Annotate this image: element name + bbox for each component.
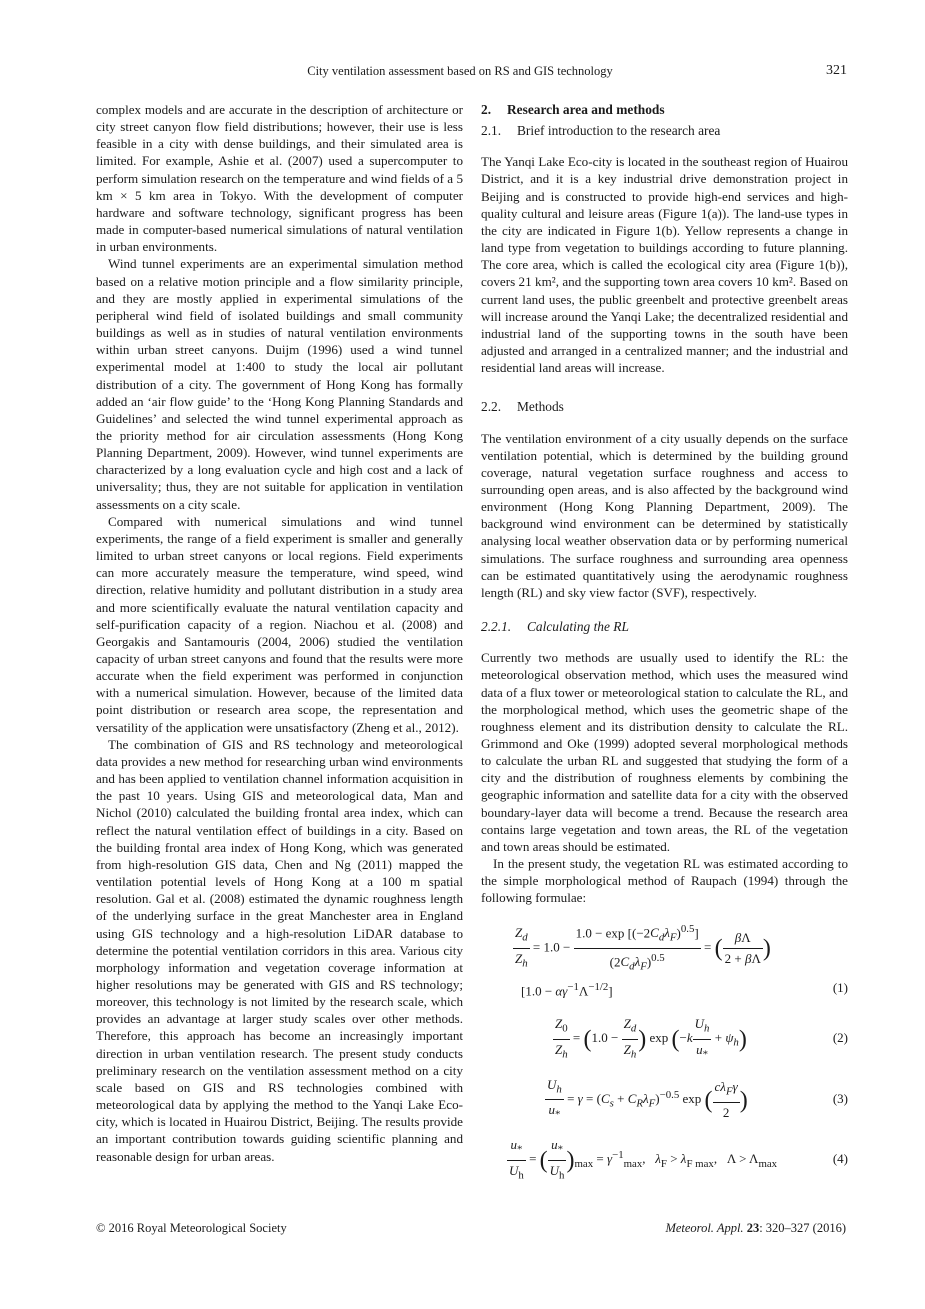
- section-2-2-heading: 2.2. Methods: [481, 399, 564, 415]
- section-2-2-1-heading: 2.2.1. Calculating the RL: [481, 619, 629, 635]
- left-column: [96, 101, 463, 1165]
- page-number: 321: [826, 63, 847, 78]
- equation-1-number: (1): [832, 979, 848, 995]
- left-paragraph-3: Compared with numerical simulations and wind tunnel experiments, the range of a field experiment is smaller and generally limited to urban street canyons or local regions. Field experiments can more accurately measure the temperature, wind speed, wind direction, relative humidity and pollutant distribution in a study area and more scientifically evaluate the natural ventilation capacity and self-purification capacity of a region. Niachou et al. (2008) and Georgakis and Santamouris (2004, 2006) studied the ventilation capacity of urban street canyons and found that the results were more accurate when the field experiment was performed in conjunction with a numerical simulation. However, because of the limited data point distribution or research area scope, the representation and versatility of the application were unsatisfactory (Zheng et al., 2012).: [96, 513, 463, 735]
- equation-4: $\frac{u_*}{U_h}$ = ( $\frac{u_*}{U_h}$ )$_{max} = \gamma^{-1}_{max}$, $\lambda_F > \lambda_{F max}$, $\Lambda > \Lambda_{max}$ (4): [509, 1137, 848, 1182]
- equation-3: $\frac{U_h}{u_*}$ = $\gamma = (C_s + C_R\lambda_F)^{-0.5}$ exp ( $\frac{c\lambda_F\gamma}{2}$ ) (3): [547, 1076, 848, 1121]
- equation-3-number: (3): [832, 1090, 848, 1106]
- right-paragraph-1: The Yanqi Lake Eco-city is located in the southeast region of Huairou District, and it is a key industrial drive demonstration project in Beijing and is constructed to provide high-end services and high-quality cultural and leisure areas (Figure 1(a)). The land-use types in the city are indicated in Figure 1(b). Yellow represents a change in land type from vegetation to buildings according to future planning. The core area, which is called the ecological city area (Figure 1(b)), covers 21 km², and the supporting town area covers 10 km². Based on current land uses, the public greenbelt and protective greenbelt areas will increase around the Yanqi Lake; the decentralized residential and industrial land of the supporting towns in the south have been adjusted and arranged in a centralized manner; and the industrial and residential land areas will increase.: [481, 154, 848, 376]
- right-paragraph-4: In the present study, the vegetation RL was estimated according to the simple morphological method of Raupach (1994) through the following formulae:: [481, 856, 848, 906]
- equation-2-number: (2): [832, 1030, 848, 1046]
- equation-1: $\frac{Z_d}{Z_h}$ = 1.0 − $\frac{1.0 - \exp [(-2C_d\lambda_F)^{0.5}]}{(2C_d\lambda_F)^{0.5}}$ = ( $\frac{\beta\Lambda}{2 + \beta\Lambda}$ ): [515, 922, 771, 973]
- equation-4-number: (4): [832, 1151, 848, 1167]
- right-paragraph-3: Currently two methods are usually used to identify the RL: the meteorological observation method, which uses the measured wind data of a flux tower or meteorological station to calculate the RL, and the morphological method, which uses the geometric shape of the roughness element and its distribution density to calculate the RL. Grimmond and Oke (1999) adopted several morphological methods to calculate the urban RL and suggested that studying the form of a city and the distribution of roughness elements by combining the geographic information and satellite data for a city with the observed boundary-layer data will become a trend. Because the research area contains large vegetation and town areas, the RL of the vegetation and town areas should be estimated.: [481, 650, 848, 854]
- right-column: [481, 101, 848, 1185]
- equation-1-line-2: $[1.0 - \alpha\gamma^{-1}\Lambda^{-1/2}]$ (1): [521, 979, 848, 998]
- left-paragraph-1: complex models and are accurate in the description of architecture or city street canyon flow field distributions; however, their use is less feasible in a city with dense buildings, and their simulated area is limited. For example, Ashie et al. (2007) used a supercomputer to perform simulation research on the temperature and wind fields of a 5 km × 5 km area in Tokyo. With the development of computer hardware and software technology, significant progress has been made in computer-based numerical simulations of natural ventilation in urban environments.: [96, 102, 463, 255]
- running-title: City ventilation assessment based on RS and GIS technology: [307, 64, 613, 78]
- equation-2: $\frac{Z_0}{Z_h}$ = (1.0 − $\frac{Z_d}{Z_h}$ ) exp (−k $\frac{U_h}{u_*}$ + $\psi_h$) (2): [555, 1016, 848, 1061]
- left-paragraph-4: The combination of GIS and RS technology and meteorological data provides a new method for researching urban wind environments and has been applied to ventilation channel information acquisition in the past 10 years. Using GIS and meteorological data, Man and Nichol (2010) calculated the building frontal area index, which can reflect the natural ventilation effect of buildings in a city. Based on the building frontal area index of Hong Kong, which was generated from high-resolution GIS data, Chen and Ng (2011) mapped the ventilation potential levels of Hong Kong at a 100 m spatial resolution. Gal et al. (2008) estimated the dynamic roughness length of the underlying surface in the great Manchester area in England using GIS technology and a high-resolution LiDAR database to determine the potential ventilation corridors in this area. Various city morphology information and vegetation coverage information at higher resolutions may be generated with GIS and RS technology; moreover, this technology is not limited by the research scale, which provides an advantage at larger study scales over other methods. Therefore, this approach has become an increasingly important direction in urban ventilation research. The present study conducts preliminary research on the ventilation assessment method on a city scale based on GIS and RS technologies combined with meteorological data by applying the method to the Yanqi Lake Eco-city, which is located in Huairou District, Beijing. The results provide an important contribution towards guiding scientific planning and reasonable design for urban areas.: [96, 736, 463, 1164]
- journal-citation: Meteorol. Appl. 23: 320–327 (2016): [665, 1221, 846, 1235]
- section-2-heading: 2. Research area and methods: [481, 102, 665, 117]
- copyright-notice: © 2016 Royal Meteorological Society: [96, 1221, 287, 1235]
- left-paragraph-2: Wind tunnel experiments are an experimental simulation method based on a relative motion principle and a flow similarity principle, and they are mostly applied in experimental simulations of the peripheral wind field of isolated buildings and small community buildings as well as in studies of natural ventilation environments within urban street canyons. Duijm (1996) used a wind tunnel experimental model at 1:400 to study the local air pollutant distribution of a city. The government of Hong Kong has formally added an ‘air flow guide’ to the ‘Hong Kong Planning Standards and Guidelines’ and selected the wind tunnel experimental approach as the priority method for air circulation assessments (Hong Kong Planning Department, 2009). However, wind tunnel experiments are characterized by a long evaluation cycle and high cost and a lack of universality; thus, they are not suitable for application in ventilation assessments on a city scale.: [96, 256, 463, 512]
- right-paragraph-2: The ventilation environment of a city usually depends on the surface ventilation potential, which is determined by the building ground coverage, natural vegetation surface roughness and access to surrounding open areas, and is also affected by the background wind environment (Hong Kong Planning Department, 2009). The background wind environment can be determined by statistically analysing local weather observation data or by performing numerical simulations. The surface roughness and surrounding area openness can be estimated quantitatively using the aerodynamic roughness length (RL) and sky view factor (SVF), respectively.: [481, 430, 848, 600]
- section-2-1-heading: 2.1. Brief introduction to the research area: [481, 123, 721, 139]
